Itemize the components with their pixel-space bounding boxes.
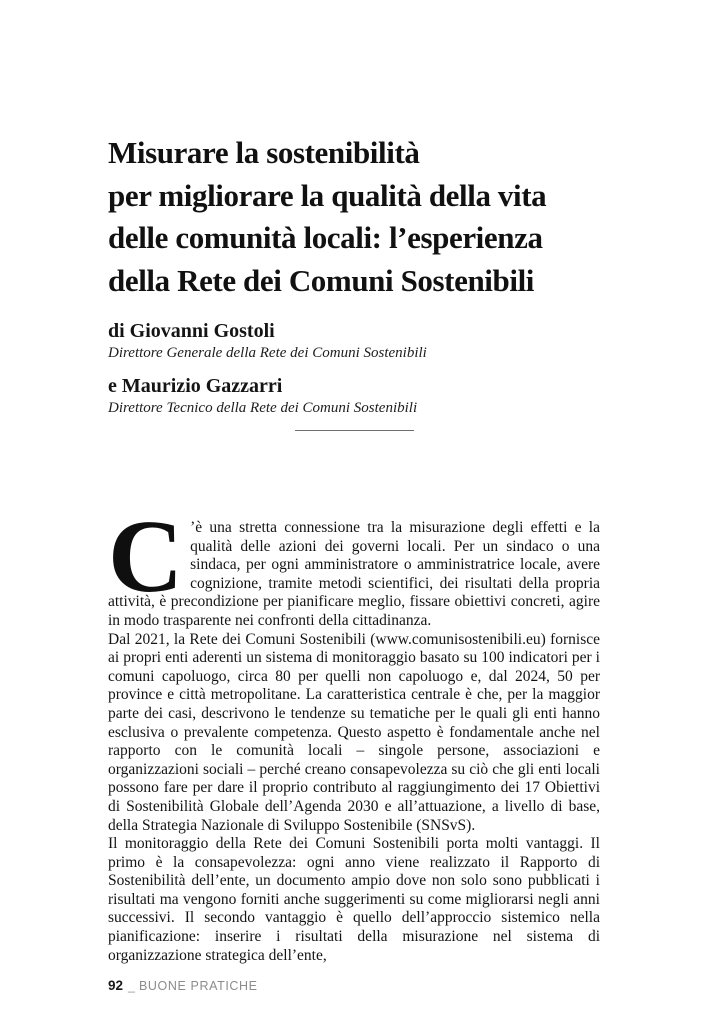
page-number: 92 bbox=[108, 978, 124, 993]
drop-cap: C bbox=[108, 499, 184, 614]
author-name: e Maurizio Gazzarri bbox=[108, 375, 283, 397]
body-paragraph bbox=[108, 499, 600, 631]
author-role: Direttore Generale della Rete dei Comuni Sostenibili bbox=[108, 345, 427, 361]
article-title-line: per migliorare la qualità della vita bbox=[108, 177, 547, 213]
body-paragraph: Dal 2021, la Rete dei Comuni Sostenibili (www.comunisostenibili.eu) fornisce ai propri enti aderenti un sistema di monitoraggio basato su 100 indicatori per i comuni capoluogo, circa 80 per quelli non capoluogo e, dal 2024, 50 per province e città metropolitane. La caratteristica centrale è che, per la maggior parte dei casi, descrivono le tendenze su tematiche per le quali gli enti hanno esclusiva o prevalente competenza. Questo aspetto è fondamentale anche nel rapporto con le comunità locali – singole persone, associazioni e organizzazioni sociali – perché creano consapevolezza su ciò che gli enti locali possono fare per dare il proprio contributo al raggiungimento dei 17 Obiettivi di Sostenibilità Globale dell’Agenda 2030 e all’attuazione, a livello di base, della Strategia Nazionale di Sviluppo Sostenibile (SNSvS). bbox=[108, 630, 600, 834]
article-title bbox=[108, 0, 600, 302]
article-title-line: Misurare la sostenibilità bbox=[108, 135, 420, 170]
page-footer bbox=[108, 978, 258, 993]
byline-block bbox=[108, 320, 600, 418]
page-content bbox=[108, 0, 600, 965]
author-byline bbox=[108, 320, 600, 363]
footer-section-label: BUONE PRATICHE bbox=[138, 979, 258, 993]
author-byline bbox=[108, 375, 600, 418]
article-body bbox=[108, 499, 600, 965]
author-name: di Giovanni Gostoli bbox=[108, 320, 275, 342]
footer-separator: _ bbox=[128, 979, 134, 993]
paragraph-text: ’è una stretta connessione tra la misurazione degli effetti e la qualità delle azioni dei governi locali. Per un sindaco o una sindaca, per ogni amministratore o amministratrice locale, avere cognizione, tramite metodi scientifici, dei risultati della propria attività, è precondizione per pianificare meglio, fissare obiettivi concreti, agire in modo trasparente nei confronti della cittadinanza. bbox=[108, 519, 600, 629]
author-role: Direttore Tecnico della Rete dei Comuni Sostenibili bbox=[108, 400, 418, 416]
body-paragraph: Il monitoraggio della Rete dei Comuni Sostenibili porta molti vantaggi. Il primo è la consapevolezza: ogni anno viene realizzato il Rapporto di Sostenibilità dell’ente, un documento ampio dove non solo sono pubblicati i risultati ma vengono forniti anche suggerimenti su come migliorarsi negli anni successivi. Il secondo vantaggio è quello dell’approccio sistemico nella pianificazione: inserire i risultati della misurazione nel sistema di organizzazione strategica dell’ente, bbox=[108, 835, 600, 964]
article-title-line: della Rete dei Comuni Sostenibili bbox=[108, 262, 534, 298]
article-title-line: delle comunità locali: l’esperienza bbox=[108, 220, 543, 255]
section-divider-rule bbox=[295, 430, 414, 431]
